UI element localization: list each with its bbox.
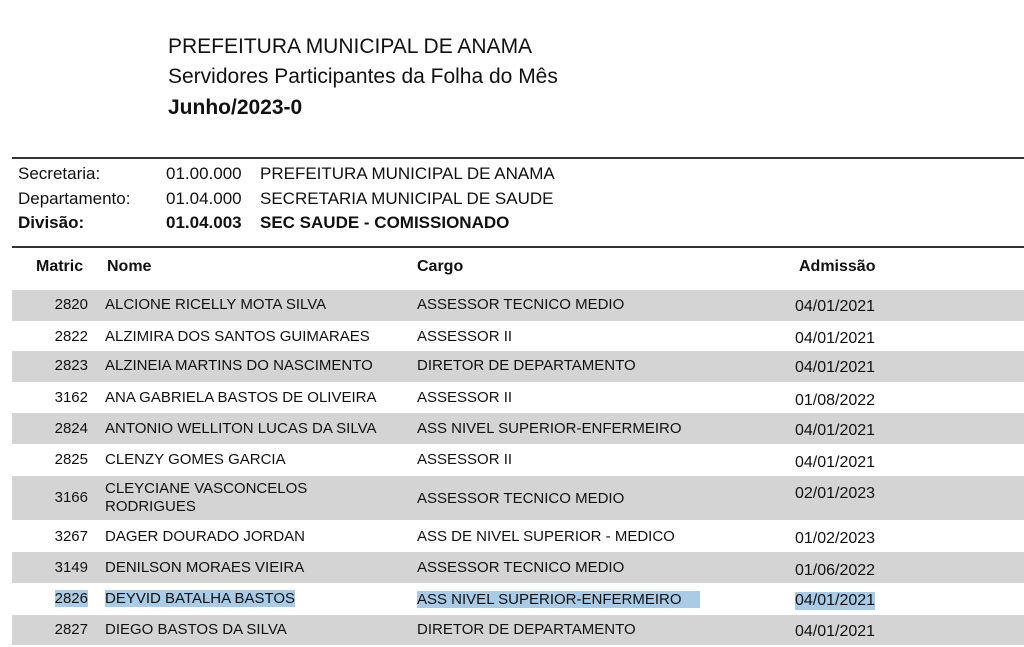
column-header-nome: Nome <box>107 258 152 275</box>
cell-cargo: ASS DE NIVEL SUPERIOR - MEDICO <box>417 528 675 545</box>
cell-admissao: 04/01/2021 <box>795 330 876 347</box>
report-period: Junho/2023-0 <box>168 96 303 119</box>
secretaria-desc: PREFEITURA MUNICIPAL DE ANAMA <box>260 164 555 183</box>
table-row <box>12 476 1024 520</box>
table-row <box>12 413 1024 444</box>
column-header-cargo: Cargo <box>417 258 464 275</box>
table-row-selected <box>12 583 1024 615</box>
cell-admissao: 04/01/2021 <box>795 359 876 376</box>
table-row <box>12 290 1024 321</box>
cell-nome: ANTONIO WELLITON LUCAS DA SILVA <box>105 420 377 437</box>
cell-nome: ALZINEIA MARTINS DO NASCIMENTO <box>105 357 373 374</box>
cell-nome: CLENZY GOMES GARCIA <box>105 451 286 468</box>
cell-admissao: 01/02/2023 <box>795 530 876 547</box>
cell-admissao: 04/01/2021 <box>795 592 876 609</box>
cell-matric: 2826 <box>54 590 88 607</box>
cell-admissao: 04/01/2021 <box>795 454 876 471</box>
top-rule <box>12 157 1024 159</box>
table-row <box>12 552 1024 583</box>
divisao-code: 01.04.003 <box>166 213 242 232</box>
cell-cargo: DIRETOR DE DEPARTAMENTO <box>417 621 636 638</box>
cell-matric: 2822 <box>54 328 88 345</box>
cell-nome: DENILSON MORAES VIEIRA <box>105 559 305 576</box>
secretaria-code: 01.00.000 <box>166 164 242 183</box>
cell-nome: DIEGO BASTOS DA SILVA <box>105 621 287 638</box>
cell-cargo: ASSESSOR II <box>417 328 513 345</box>
cell-nome: ANA GABRIELA BASTOS DE OLIVEIRA <box>105 389 377 406</box>
departamento-label: Departamento: <box>18 189 131 208</box>
departamento-code: 01.04.000 <box>166 189 242 208</box>
cell-matric: 2824 <box>54 420 88 437</box>
cell-cargo: DIRETOR DE DEPARTAMENTO <box>417 357 636 374</box>
cell-nome: DEYVID BATALHA BASTOS <box>105 590 296 607</box>
cell-matric: 2823 <box>54 357 88 374</box>
cell-matric: 3149 <box>54 559 88 576</box>
cell-admissao: 04/01/2021 <box>795 623 876 640</box>
cell-cargo: ASSESSOR II <box>417 389 513 406</box>
cell-admissao: 01/08/2022 <box>795 392 876 409</box>
divisao-label: Divisão: <box>18 213 85 232</box>
cell-nome: DAGER DOURADO JORDAN <box>105 528 306 545</box>
cell-admissao: 02/01/2023 <box>795 485 876 502</box>
cell-cargo: ASS NIVEL SUPERIOR-ENFERMEIRO <box>417 420 682 437</box>
report-subtitle: Servidores Participantes da Folha do Mês <box>168 65 558 88</box>
cell-cargo: ASSESSOR II <box>417 451 513 468</box>
table-row <box>12 321 1024 351</box>
cell-matric: 3267 <box>54 528 88 545</box>
table-row <box>12 520 1024 552</box>
cell-nome: CLEYCIANE VASCONCELOS <box>105 480 308 497</box>
cell-cargo: ASS NIVEL SUPERIOR-ENFERMEIRO <box>417 591 700 608</box>
table-row <box>12 444 1024 476</box>
cell-cargo: ASSESSOR TECNICO MEDIO <box>417 559 625 576</box>
report-title: PREFEITURA MUNICIPAL DE ANAMA <box>168 35 533 58</box>
cell-cargo: ASSESSOR TECNICO MEDIO <box>417 490 625 507</box>
cell-matric: 2827 <box>54 621 88 638</box>
departamento-desc: SECRETARIA MUNICIPAL DE SAUDE <box>260 189 554 208</box>
cell-admissao: 01/06/2022 <box>795 562 876 579</box>
mid-rule <box>12 246 1024 248</box>
divisao-desc: SEC SAUDE - COMISSIONADO <box>260 213 510 232</box>
column-header-matric: Matric <box>36 258 84 275</box>
cell-matric: 2820 <box>54 296 88 313</box>
table-row <box>12 615 1024 645</box>
cell-matric: 3166 <box>54 489 88 506</box>
cell-matric: 2825 <box>54 451 88 468</box>
cell-admissao: 04/01/2021 <box>795 298 876 315</box>
table-row <box>12 382 1024 413</box>
secretaria-label: Secretaria: <box>18 164 101 183</box>
cell-nome: ALZIMIRA DOS SANTOS GUIMARAES <box>105 328 370 345</box>
cell-matric: 3162 <box>54 389 88 406</box>
cell-cargo: ASSESSOR TECNICO MEDIO <box>417 296 625 313</box>
cell-nome-line2: RODRIGUES <box>105 498 196 515</box>
table-row <box>12 351 1024 382</box>
cell-nome: ALCIONE RICELLY MOTA SILVA <box>105 296 327 313</box>
column-header-admissao: Admissão <box>799 258 876 275</box>
cell-admissao: 04/01/2021 <box>795 422 876 439</box>
